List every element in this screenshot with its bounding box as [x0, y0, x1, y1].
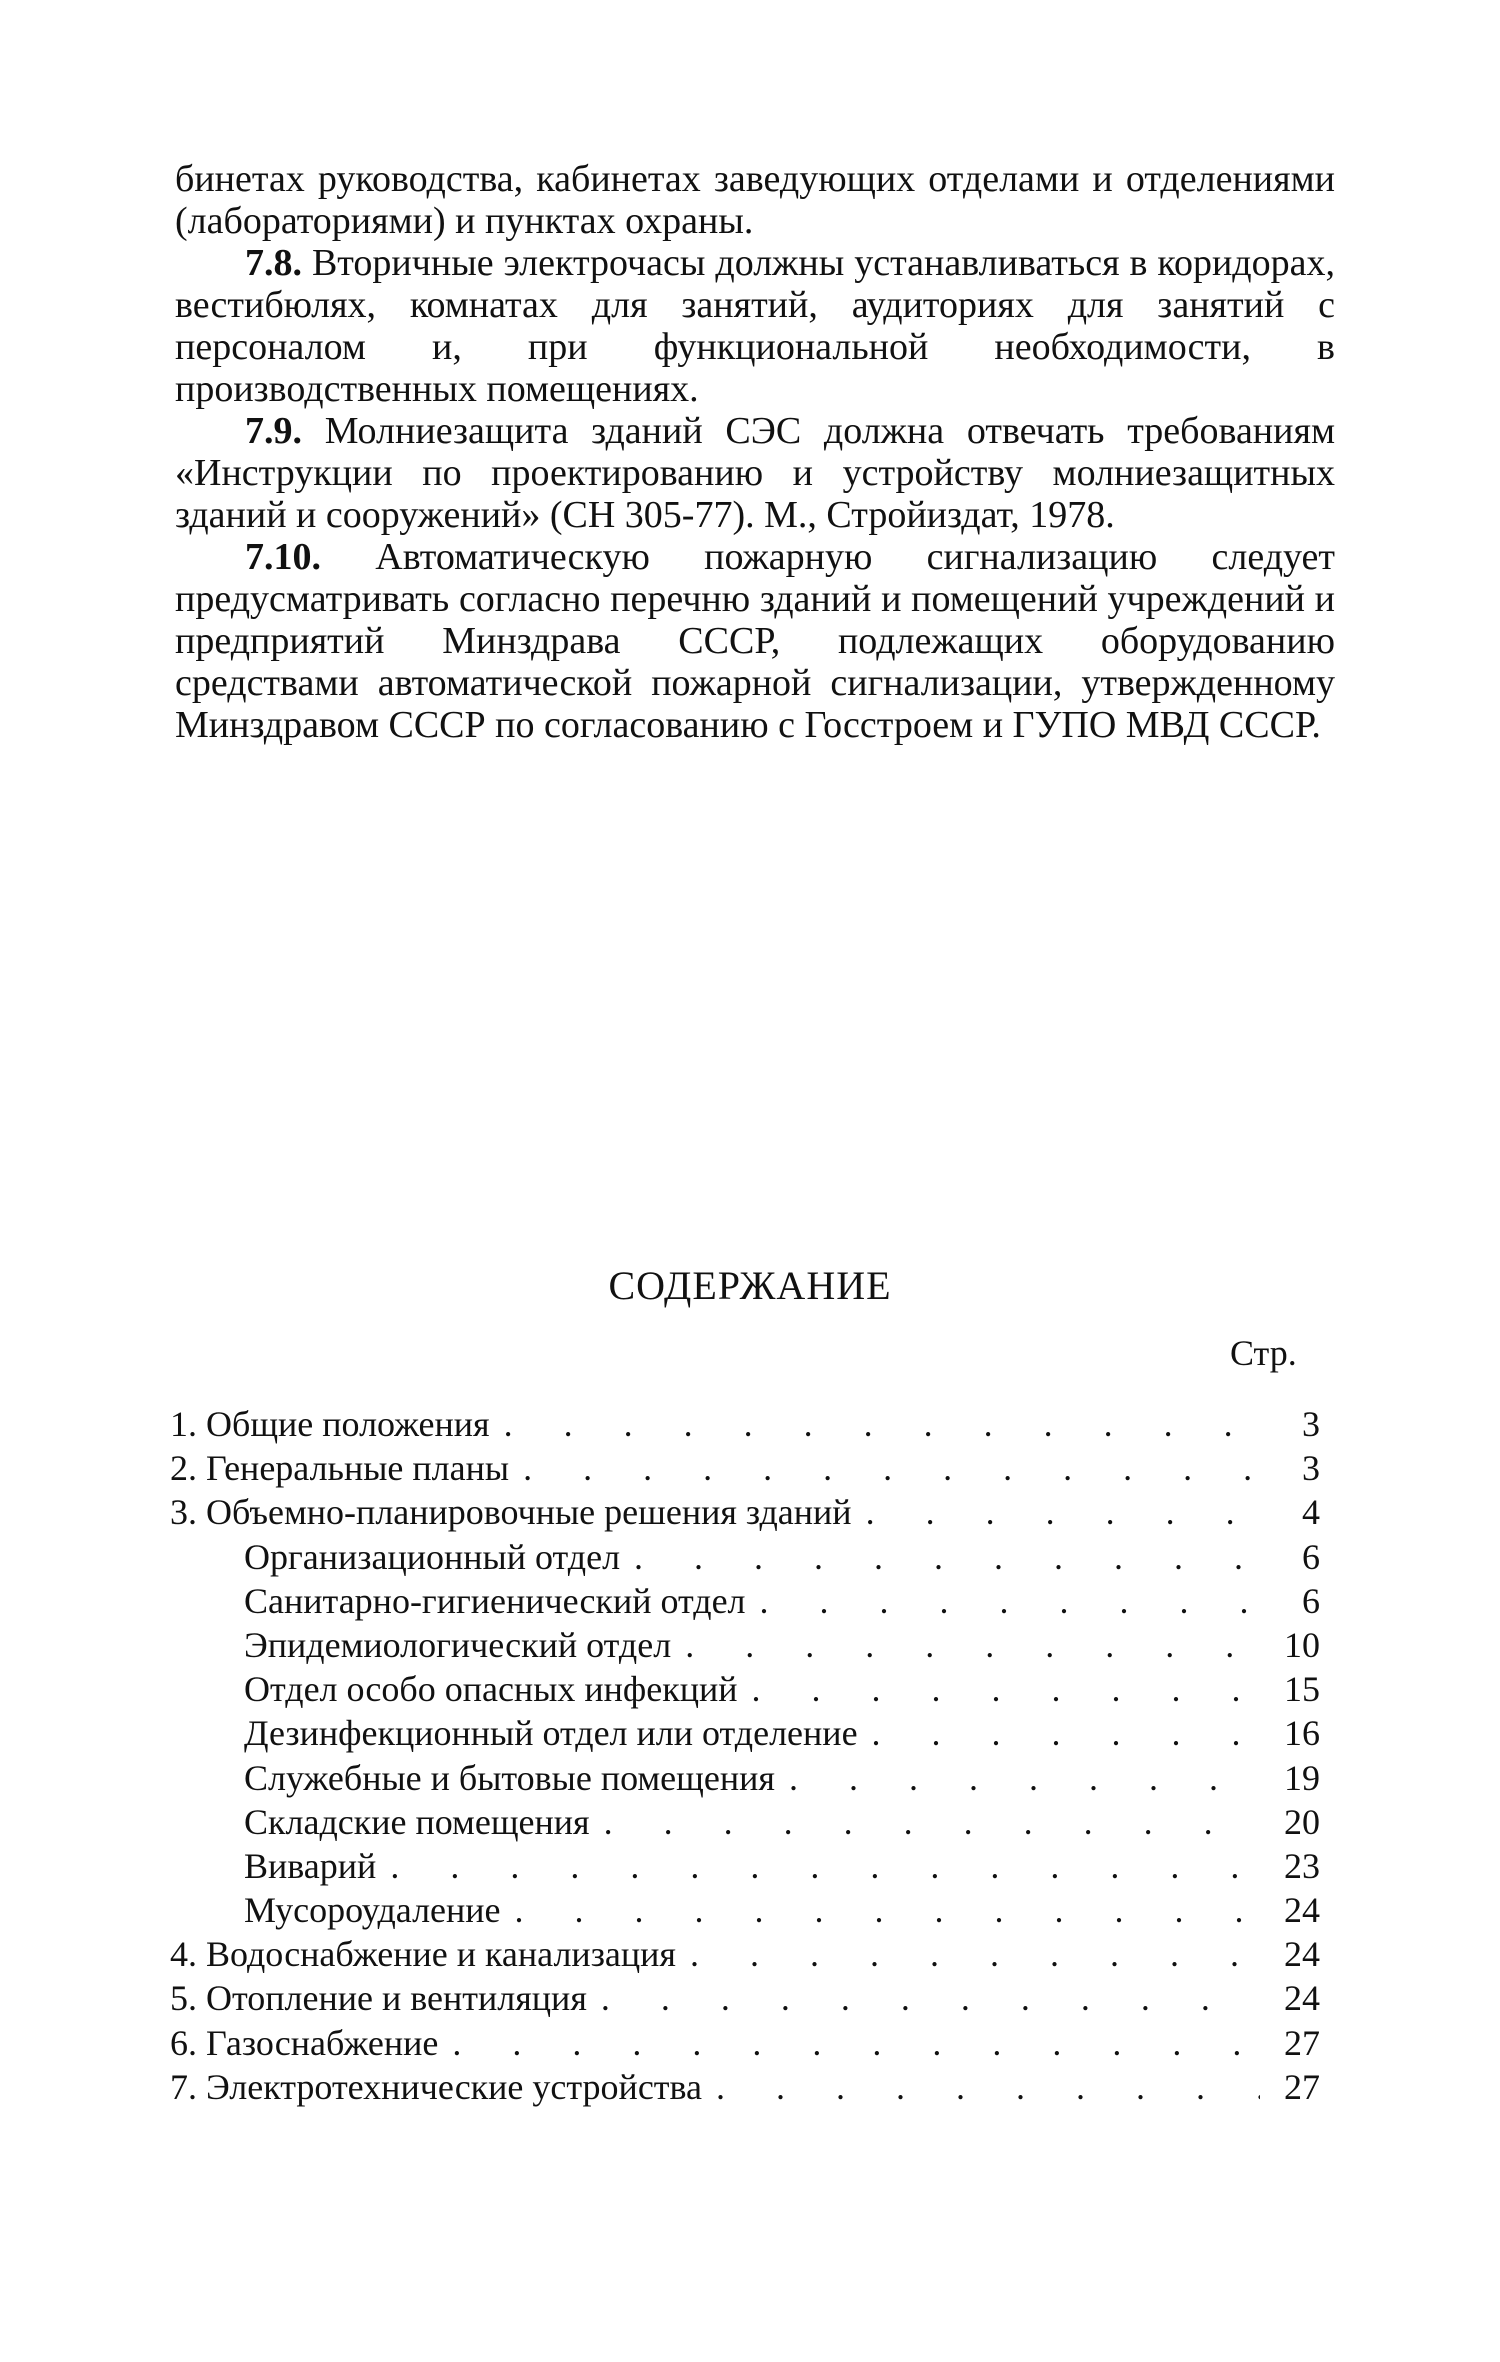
toc-entry-page: 24	[1284, 1890, 1320, 1931]
toc-entry-label: Мусороудаление	[244, 1890, 501, 1931]
toc-leader-dots	[515, 1888, 1260, 1932]
toc-entry-page: 3	[1302, 1448, 1320, 1489]
toc-entry-page: 4	[1302, 1492, 1320, 1533]
toc-entry-label: Эпидемиологический отдел	[244, 1624, 672, 1665]
toc-leader-dots	[523, 1446, 1260, 1490]
section-7-text	[175, 158, 1335, 746]
toc-entry-label: Складские помещения	[244, 1801, 590, 1842]
paragraph-text: Автоматическую пожарную сигнализацию следует предусматривать согласно перечню зданий и помещений учреждений и предприятий Минздрава СССР, подлежащих оборудованию средствами автоматической пожарной сигнализации, утвержденному Минздравом СССР по согласованию с Госстроем и ГУПО МВД СССР.	[175, 536, 1335, 746]
toc-subentry[interactable]	[170, 1800, 1320, 1844]
toc-entry[interactable]	[170, 1402, 1320, 1446]
toc-leader-dots	[866, 1490, 1260, 1534]
toc-leader-dots	[789, 1756, 1260, 1800]
toc-entry-label: 5. Отопление и вентиляция	[170, 1978, 587, 2019]
toc-entry-page: 27	[1284, 2066, 1320, 2107]
toc-entry-page: 20	[1284, 1801, 1320, 1842]
toc-subentry[interactable]	[170, 1667, 1320, 1711]
toc-subentry[interactable]	[170, 1579, 1320, 1623]
toc-subentry[interactable]	[170, 1888, 1320, 1932]
toc-entry[interactable]	[170, 1446, 1320, 1490]
toc-entry-page: 6	[1302, 1580, 1320, 1621]
toc-entry-label: 1. Общие положения	[170, 1404, 490, 1444]
toc-subentry[interactable]	[170, 1756, 1320, 1800]
toc-entry-label: Виварий	[244, 1845, 377, 1886]
toc-entry-label: 2. Генеральные планы	[170, 1448, 510, 1489]
toc-entry-page: 19	[1284, 1757, 1320, 1798]
toc-entry-page: 6	[1302, 1536, 1320, 1577]
toc-leader-dots	[872, 1711, 1260, 1755]
paragraph-7-9	[175, 410, 1335, 536]
toc-entry-page: 24	[1284, 1978, 1320, 2019]
toc-entry-label: Санитарно-гигиенический отдел	[244, 1580, 746, 1621]
toc-leader-dots	[685, 1623, 1260, 1667]
paragraph-continuation	[175, 158, 1335, 242]
paragraph-text: Молниезащита зданий СЭС должна отвечать требованиям «Инструкции по проектированию и устройству молниезащитных зданий и сооружений» (СН 305-77). М., Стройиздат, 1978.	[175, 410, 1336, 536]
paragraph-number: 7.8.	[245, 242, 302, 284]
table-of-contents	[170, 1402, 1320, 2109]
toc-leader-dots	[634, 1535, 1260, 1579]
toc-entry-page: 10	[1284, 1624, 1320, 1665]
toc-entry-page: 3	[1302, 1404, 1320, 1444]
toc-entry[interactable]	[170, 1976, 1320, 2020]
contents-page-column-header: Стр.	[1230, 1333, 1297, 1373]
toc-leader-dots	[752, 1667, 1260, 1711]
contents-title: СОДЕРЖАНИЕ	[608, 1263, 892, 1308]
toc-subentry[interactable]	[170, 1535, 1320, 1579]
toc-entry-label: 7. Электротехнические устройства	[170, 2066, 703, 2107]
paragraph-text: бинетах руководства, кабинетах заведующих отделами и отделениями (лабораториями) и пунктах охраны.	[175, 158, 1335, 242]
paragraph-number: 7.9.	[245, 410, 302, 452]
toc-subentry[interactable]	[170, 1623, 1320, 1667]
toc-entry[interactable]	[170, 2065, 1320, 2109]
toc-subentry[interactable]	[170, 1711, 1320, 1755]
toc-entry[interactable]	[170, 2021, 1320, 2065]
toc-leader-dots	[604, 1800, 1260, 1844]
toc-leader-dots	[390, 1844, 1260, 1888]
toc-entry-page: 24	[1284, 1934, 1320, 1975]
toc-subentry[interactable]	[170, 1844, 1320, 1888]
toc-leader-dots	[504, 1402, 1260, 1446]
toc-entry-label: Организационный отдел	[244, 1536, 621, 1577]
paragraph-text: Вторичные электрочасы должны устанавливаться в коридорах, вестибюлях, комнатах для занятий, аудиториях для занятий с персоналом и, при функциональной необходимости, в производственных помещениях.	[175, 242, 1335, 410]
toc-entry-page: 27	[1284, 2022, 1320, 2063]
toc-entry-label: 6. Газоснабжение	[170, 2022, 439, 2063]
toc-entry[interactable]	[170, 1932, 1320, 1976]
toc-entry[interactable]	[170, 1490, 1320, 1534]
toc-entry-label: Дезинфекционный отдел или отделение	[244, 1713, 858, 1754]
toc-entry-label: Служебные и бытовые помещения	[244, 1757, 775, 1798]
toc-leader-dots	[452, 2021, 1260, 2065]
toc-entry-page: 16	[1284, 1713, 1320, 1754]
toc-entry-label: Отдел особо опасных инфекций	[244, 1669, 738, 1710]
toc-entry-label: 4. Водоснабжение и канализация	[170, 1934, 676, 1975]
toc-leader-dots	[601, 1976, 1260, 2020]
toc-entry-page: 15	[1284, 1669, 1320, 1710]
paragraph-number: 7.10.	[245, 536, 321, 578]
toc-leader-dots	[690, 1932, 1260, 1976]
paragraph-7-10	[175, 536, 1335, 746]
toc-leader-dots	[760, 1579, 1260, 1623]
paragraph-7-8	[175, 242, 1335, 410]
toc-leader-dots	[716, 2065, 1260, 2109]
toc-entry-label: 3. Объемно-планировочные решения зданий	[170, 1492, 852, 1533]
toc-entry-page: 23	[1284, 1845, 1320, 1886]
